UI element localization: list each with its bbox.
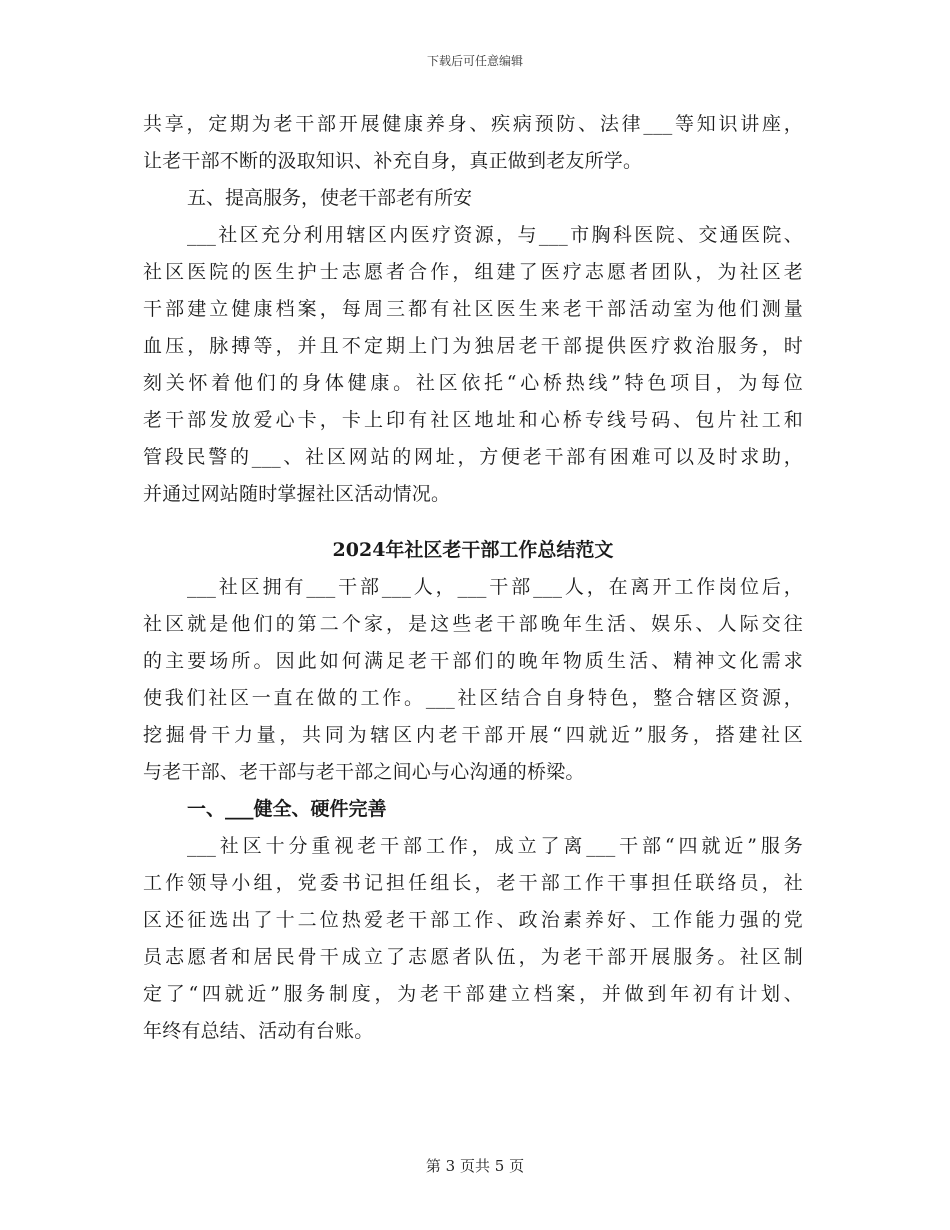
paragraph-line: 并通过网站随时掌握社区活动情况。	[143, 483, 451, 505]
document-title: 2024年社区老干部工作总结范文	[332, 539, 614, 561]
paragraph-line: 让老干部不断的汲取知识、补充自身，真正做到老友所学。	[143, 150, 643, 172]
paragraph-line: 老干部发放爱心卡，卡上印有社区地址和心桥专线号码、包片社工和	[143, 409, 803, 431]
paragraph-line: 干部建立健康档案，每周三都有社区医生来老干部活动室为他们测量	[143, 298, 803, 320]
paragraph-line: 员志愿者和居民骨干成立了志愿者队伍，为老干部开展服务。社区制	[143, 946, 803, 968]
spacer	[143, 513, 803, 532]
page-number: 第 3 页共 5 页	[425, 1157, 525, 1175]
paragraph-line: 血压，脉搏等，并且不定期上门为独居老干部提供医疗救治服务，时	[143, 335, 803, 357]
paragraph-line: 使我们社区一直在做的工作。___社区结合自身特色，整合辖区资源，	[143, 687, 803, 709]
paragraph-line: 区还征选出了十二位热爱老干部工作、政治素养好、工作能力强的党	[143, 909, 803, 931]
paragraph-line: ___社区拥有___干部___人，___干部___人，在离开工作岗位后，	[187, 576, 803, 598]
paragraph-line: 管段民警的___、社区网站的网址，方便老干部有困难可以及时求助，	[143, 446, 803, 468]
paragraph-line: 刻关怀着他们的身体健康。社区依托“心桥热线”特色项目，为每位	[143, 372, 803, 394]
paragraph-line: 定了“四就近”服务制度，为老干部建立档案，并做到年初有计划、	[143, 983, 803, 1005]
paragraph-line: ___社区充分利用辖区内医疗资源，与___市胸科医院、交通医院、	[187, 224, 803, 246]
page-header-note: 下载后可任意编辑	[426, 54, 523, 68]
paragraph-line: 挖掘骨干力量，共同为辖区内老干部开展“四就近”服务，搭建社区	[143, 724, 803, 746]
paragraph-line: 工作领导小组，党委书记担任组长，老干部工作干事担任联络员，社	[143, 872, 803, 894]
paragraph-line: ___社区十分重视老干部工作，成立了离___干部“四就近”服务	[187, 835, 803, 857]
section-heading: 一、___健全、硬件完善	[187, 798, 387, 820]
document-body	[143, 106, 803, 1050]
paragraph-line: 与老干部、老干部与老干部之间心与心沟通的桥梁。	[143, 761, 585, 783]
section-heading: 五、提高服务，使老干部老有所安	[187, 187, 473, 209]
paragraph-line: 社区医院的医生护士志愿者合作，组建了医疗志愿者团队，为社区老	[143, 261, 803, 283]
paragraph-line: 共享，定期为老干部开展健康养身、疾病预防、法律___等知识讲座，	[143, 113, 803, 135]
paragraph-line: 的主要场所。因此如何满足老干部们的晚年物质生活、精神文化需求	[143, 650, 803, 672]
paragraph-line: 年终有总结、活动有台账。	[143, 1020, 374, 1042]
paragraph-line: 社区就是他们的第二个家，是这些老干部晚年生活、娱乐、人际交往	[143, 613, 803, 635]
